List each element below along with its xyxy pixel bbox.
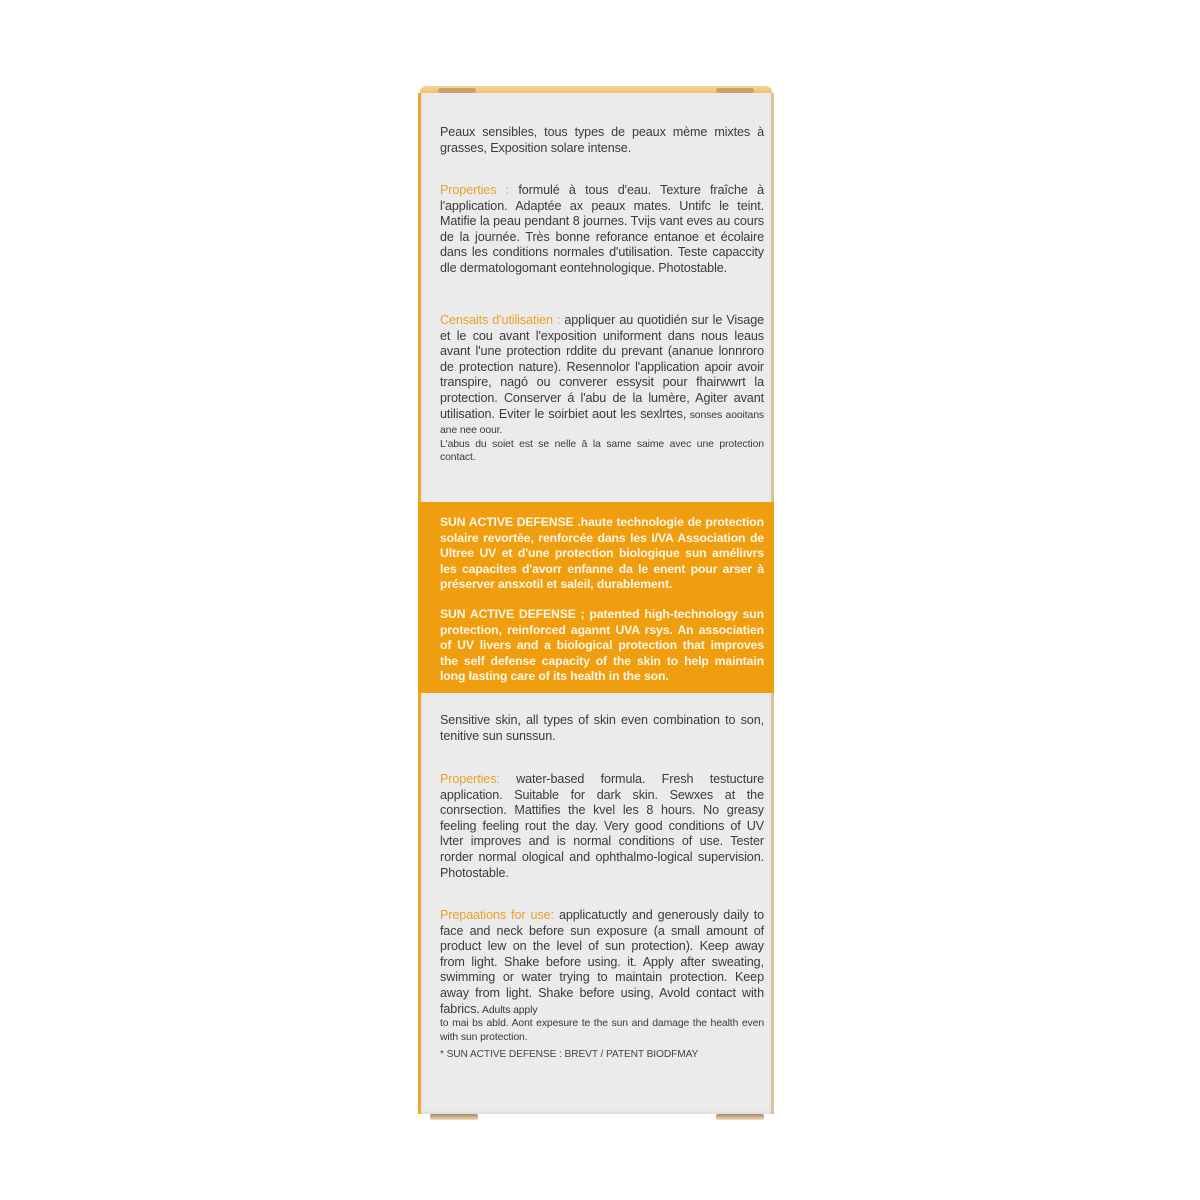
fr-advice-label: Censaits d'utilisatien : <box>440 313 561 327</box>
en-skin-types <box>440 713 764 744</box>
fr-skin-types-text: Peaux sensibles, tous types de peaux mème mixtes à grasses, Exposition solare intense. <box>440 125 764 155</box>
en-prep-small-2: to mai bs abld. Aont expesure te the sun and damage the health even with sun protection. <box>440 1018 764 1043</box>
fr-skin-types <box>440 125 764 156</box>
fr-properties-text: formulé à tous d'eau. Texture fraîche à l'application. Adaptée ax peaux mates. Untifc le teint. Matifie la peau pendant 8 journes. Tviįs vant eves au cours de la journée. Très bonne reforance entanoe et écolaire dans les conditions normales d'utilisation. Teste capaccity dle dermatologomant eontehnologique. Photostable. <box>440 183 764 275</box>
fr-properties <box>440 183 764 277</box>
en-prep-text: applicatuctly and generously daily to face and neck before sun exposure (a small amount of product lew on the level of sun protection). Keep away from light. Shake before using. it. Apply after sweating, swimming or water trying to maintain protection. Keep away from light. Shake before using, Avold contact with fabrics. <box>440 908 764 1016</box>
patent-footnote: * SUN ACTIVE DEFENSE : BREVT / PATENT BIODFMAY <box>440 1049 699 1060</box>
box-bottom-flap <box>420 1114 772 1122</box>
fr-properties-label: Properties : <box>440 183 510 197</box>
fr-advice-small-1: sonses aooitans ane nee oour. <box>440 409 764 437</box>
en-properties-text: water-based formula. Fresh testucture application. Suitable for dark skin. Sewxes at the conrsection. Mattifies the kvel les 8 hours. No greasy feeling feeling rout the day. Very good conditions of UV lvter improves and is normal conditions of use. Tester rorder normal ological and ophthalmo-logical supervision. Photostable. <box>440 772 764 880</box>
en-preparations-for-use <box>440 908 764 1044</box>
en-prep-small-1: Adults apply <box>479 1004 538 1016</box>
fr-advice-text: appliquer au quotidién sur le Visage et le cou avant l'exposition uniforment dans nous leaus avant l'une protection rddite du prevant (ananue lonnroro de protection nature). Resennolor l'application apoir avoir transpire, nagó ou converer essysit pour fhairwwrt la protection. Conserver á l'abu de la lumère, Agiter avant utilisation. Eviter le soirbiet aout les sexlrtes, <box>440 313 765 421</box>
fr-advice-small-2: L'abus du soiet est se nelle ā la same saime avec une protection contact. <box>440 438 764 464</box>
sunscreen-box-side-panel <box>418 93 774 1114</box>
en-skin-types-text: Sensitive skin, all types of skin even combination to son, tenitive sun sunssun. <box>440 713 764 743</box>
band-french-text: SUN ACTIVE DEFENSE .haute technologie de protection solaire revortēe, renforcée dans les I/VA Association de Ultree UV et d'une protection biologique sun améliıvrs les capacites d'avorr enfanne da le enent pour arser à préserver ansxotil et saleil, durablement. <box>440 515 764 592</box>
fr-usage-advice <box>440 313 764 465</box>
band-english-text: SUN ACTIVE DEFENSE ; patented high-technology sun protection, reinforced agannt UVA rsys. An associatien of UV livers and a biological protection that improves the self defense capacity of the skin to help maintain long łasting care of its health in the son. <box>440 607 764 684</box>
en-properties-label: Properties: <box>440 772 500 786</box>
en-properties <box>440 772 764 881</box>
sun-active-defense-band <box>418 502 774 693</box>
en-prep-label: Prepaations for use: <box>440 908 554 922</box>
